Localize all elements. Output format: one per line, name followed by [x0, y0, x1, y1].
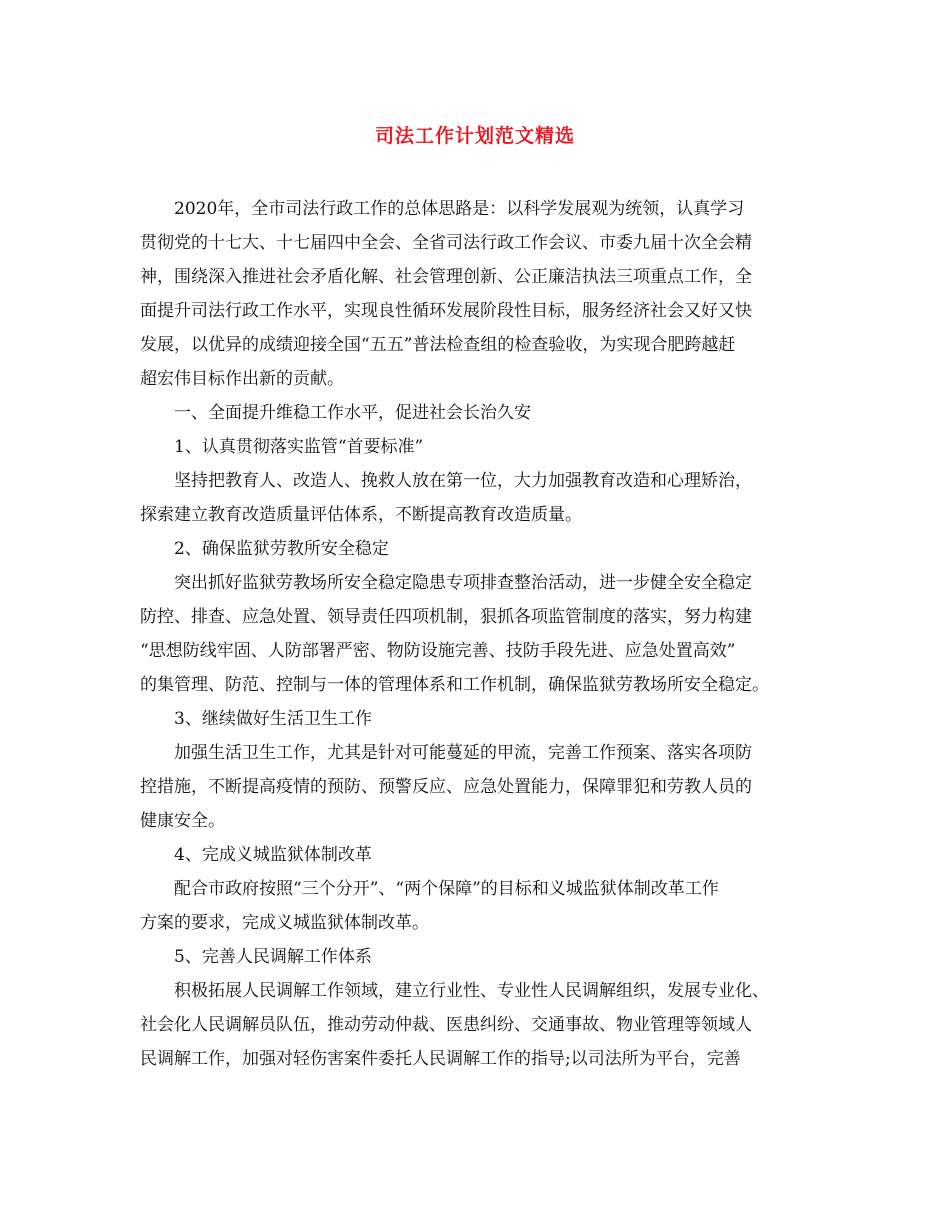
paragraph-line: 坚持把教育人、改造人、挽救人放在第一位，大力加强教育改造和心理矫治，: [174, 471, 752, 491]
paragraph-line: 发展，以优异的成绩迎接全国“五五”普法检查组的检查验收，为实现合肥跨越赶: [140, 335, 736, 355]
paragraph-line: 健康安全。: [140, 811, 225, 831]
paragraph-line: 探索建立教育改造质量评估体系，不断提高教育改造质量。: [140, 505, 582, 525]
subsection-heading: 3、继续做好生活卫生工作: [174, 709, 372, 729]
subsection-heading: 1、认真贯彻落实监管“首要标准”: [174, 437, 424, 457]
subsection-heading: 5、完善人民调解工作体系: [174, 947, 372, 967]
subsection-heading: 2、确保监狱劳教所安全稳定: [174, 539, 389, 559]
paragraph-line: 超宏伟目标作出新的贡献。: [140, 369, 344, 389]
paragraph-line: 2020年，全市司法行政工作的总体思路是：以科学发展观为统领，认真学习: [174, 199, 745, 219]
subsection-heading: 4、完成义城监狱体制改革: [174, 845, 372, 865]
paragraph-line: 加强生活卫生工作，尤其是针对可能蔓延的甲流，完善工作预案、落实各项防: [174, 743, 752, 763]
paragraph-line: 积极拓展人民调解工作领域，建立行业性、专业性人民调解组织，发展专业化、: [174, 981, 769, 1001]
paragraph-line: 面提升司法行政工作水平，实现良性循环发展阶段性目标，服务经济社会又好又快: [140, 301, 752, 321]
paragraph-line: 社会化人民调解员队伍，推动劳动仲裁、医患纠纷、交通事故、物业管理等领域人: [140, 1015, 752, 1035]
paragraph-line: 防控、排查、应急处置、领导责任四项机制，狠抓各项监管制度的落实，努力构建: [140, 607, 752, 627]
paragraph-line: 民调解工作，加强对轻伤害案件委托人民调解工作的指导;以司法所为平台，完善: [140, 1049, 741, 1069]
paragraph-line: 方案的要求，完成义城监狱体制改革。: [140, 913, 429, 933]
paragraph-line: 神，围绕深入推进社会矛盾化解、社会管理创新、公正廉洁执法三项重点工作，全: [140, 267, 752, 287]
paragraph-line: 控措施，不断提高疫情的预防、预警反应、应急处置能力，保障罪犯和劳教人员的: [140, 777, 752, 797]
paragraph-line: “思想防线牢固、人防部署严密、物防设施完善、技防手段先进、应急处置高效”: [140, 641, 736, 661]
paragraph-line: 的集管理、防范、控制与一体的管理体系和工作机制，确保监狱劳教场所安全稳定。: [140, 675, 769, 695]
paragraph-line: 配合市政府按照“三个分开”、“两个保障”的目标和义城监狱体制改革工作: [174, 879, 719, 899]
document-title: 司法工作计划范文精选: [374, 125, 575, 147]
section-heading: 一、全面提升维稳工作水平，促进社会长治久安: [174, 403, 531, 423]
paragraph-line: 贯彻党的十七大、十七届四中全会、全省司法行政工作会议、市委九届十次全会精: [140, 233, 752, 253]
paragraph-line: 突出抓好监狱劳教场所安全稳定隐患专项排查整治活动，进一步健全安全稳定: [174, 573, 752, 593]
